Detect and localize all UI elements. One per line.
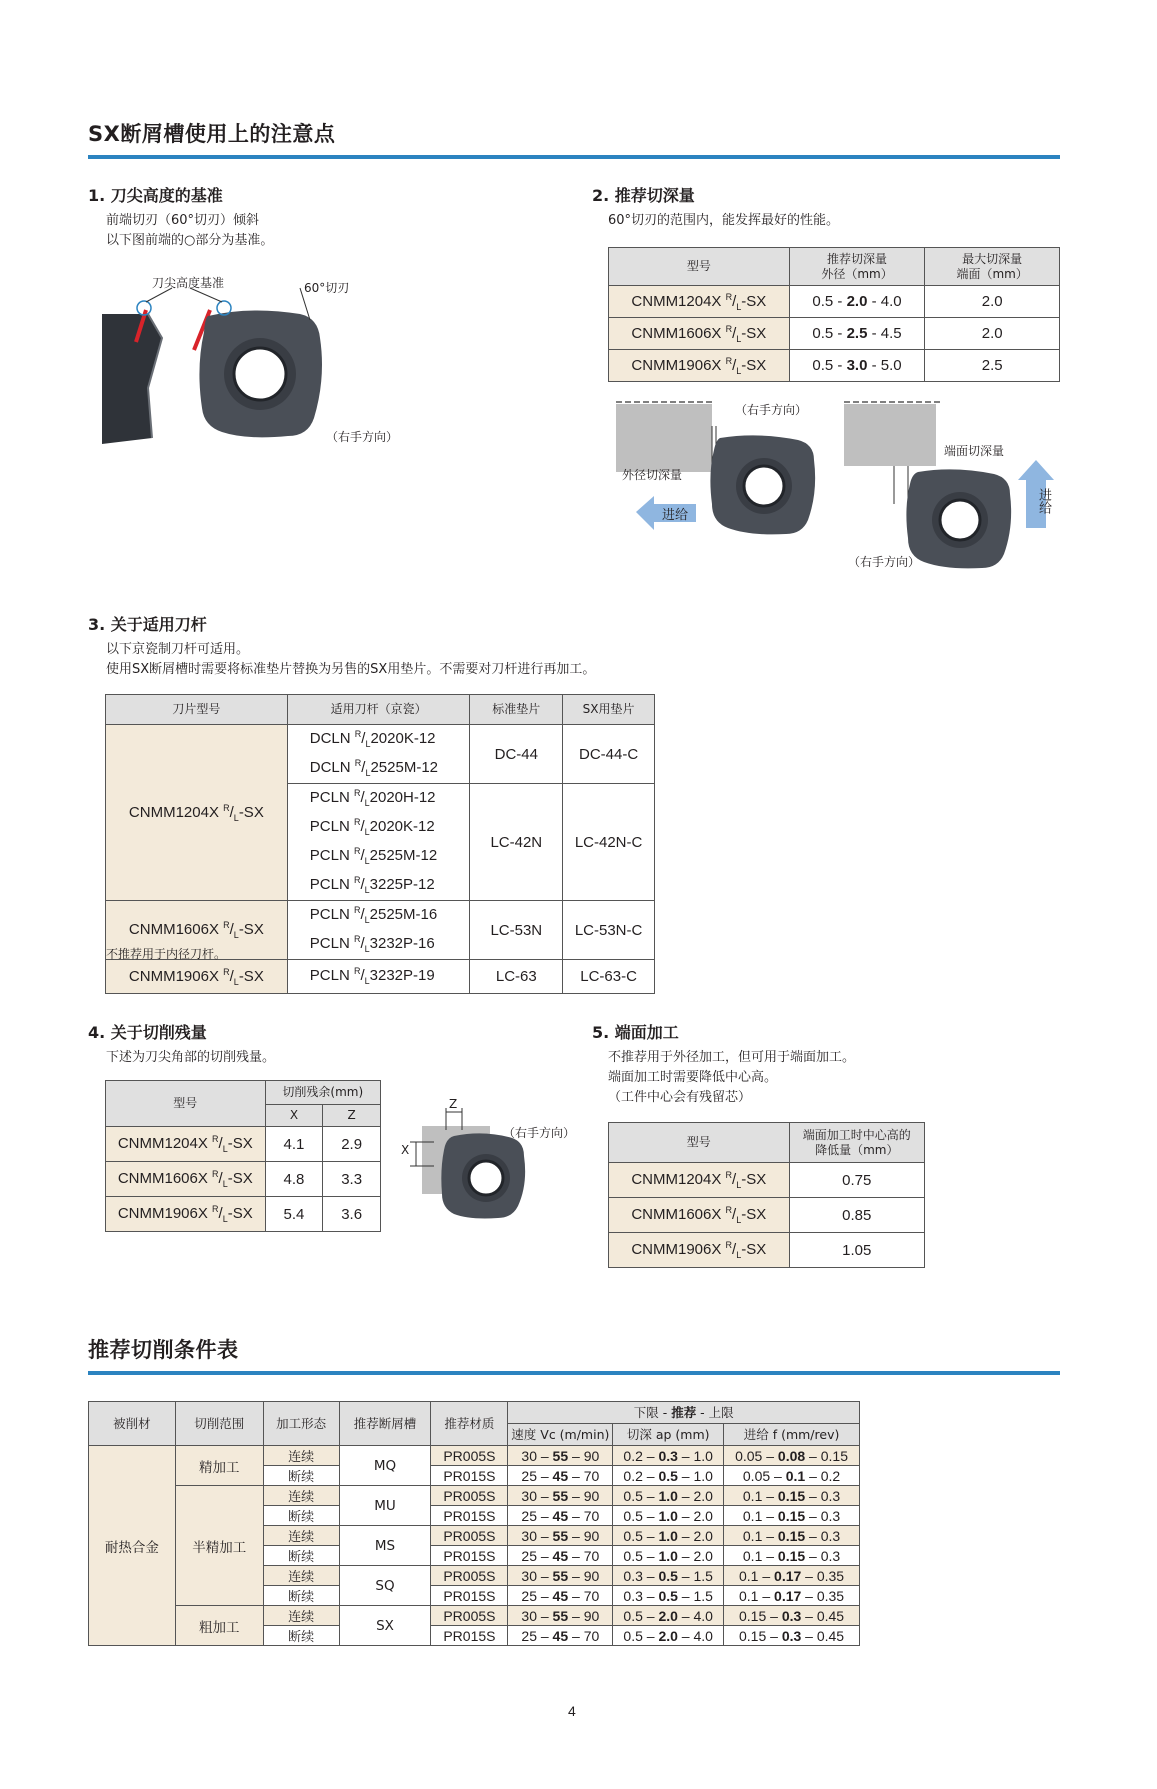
s3-note: 不推荐用于内径刀杆。 <box>106 947 227 961</box>
cond-grade: PR005S <box>431 1606 508 1626</box>
table-row <box>89 1446 860 1466</box>
s4-th-z: Z <box>323 1105 381 1127</box>
cond-grade: PR005S <box>431 1526 508 1546</box>
cond-grade: PR015S <box>431 1586 508 1606</box>
s2-line: 60°切刃的范围内，能发挥最好的性能。 <box>608 213 840 228</box>
cond-th-limit: 下限 - 推荐 - 上限 <box>508 1402 860 1424</box>
s5-line-1: 不推荐用于外径加工，但可用于端面加工。 <box>608 1050 856 1065</box>
cond-breaker: SQ <box>339 1566 431 1606</box>
s2-heading: 2. 推荐切深量 <box>592 186 695 205</box>
table-row <box>609 1163 925 1198</box>
cond-ap: 0.5 – 2.0 – 4.0 <box>613 1626 724 1646</box>
table-row <box>106 1127 381 1162</box>
s4-z: 3.3 <box>323 1162 381 1197</box>
table-row <box>89 1486 860 1506</box>
cond-f: 0.1 – 0.17 – 0.35 <box>724 1566 860 1586</box>
s3-heading: 3. 关于适用刀杆 <box>88 615 207 634</box>
holder-code: DCLN $^R/_L2020K-12$ <box>309 729 436 749</box>
table-row <box>609 1198 925 1233</box>
cond-th-grade: 推荐材质 <box>431 1402 508 1446</box>
s4-z: 3.6 <box>323 1197 381 1232</box>
cond-vc: 25 – 45 – 70 <box>508 1626 613 1646</box>
s3-holders <box>287 901 470 960</box>
s3-model: CNMM1906X $^R/_L-SX$ <box>106 960 288 994</box>
cond-breaker: MU <box>339 1486 431 1526</box>
s4-x: 4.1 <box>265 1127 323 1162</box>
cond-breaker: SX <box>339 1606 431 1646</box>
s5-val: 1.05 <box>789 1233 924 1268</box>
cond-grade: PR005S <box>431 1566 508 1586</box>
cond-mode: 连续 <box>263 1526 339 1546</box>
holder-code: PCLN $^R/_L2525M-16$ <box>309 905 438 925</box>
cond-mode: 连续 <box>263 1486 339 1506</box>
cond-ap: 0.5 – 2.0 – 4.0 <box>613 1606 724 1626</box>
s5-th-val: 端面加工时中心高的 降低量（mm） <box>789 1123 924 1163</box>
cond-th-vc: 速度 Vc (m/min) <box>508 1424 613 1446</box>
s4-label-dir: （右手方向） <box>503 1126 576 1140</box>
cond-ap: 0.5 – 1.0 – 2.0 <box>613 1526 724 1546</box>
holder-code: PCLN $^R/_L3225P-12$ <box>309 875 435 895</box>
s3-line-1: 以下京瓷制刀杆可适用。 <box>106 642 250 657</box>
cond-vc: 25 – 45 – 70 <box>508 1586 613 1606</box>
s4-model: CNMM1204X $^R/_L-SX$ <box>106 1127 266 1162</box>
table-row <box>609 350 1060 382</box>
cond-th-f: 进给 f (mm/rev) <box>724 1424 860 1446</box>
cond-f: 0.05 – 0.08 – 0.15 <box>724 1446 860 1466</box>
s1-line-1: 前端切刃（60°切刃）倾斜 <box>106 213 260 228</box>
s2-label-face: 端面切深量 <box>944 444 1005 458</box>
cond-ap: 0.5 – 1.0 – 2.0 <box>613 1486 724 1506</box>
cond-f: 0.1 – 0.15 – 0.3 <box>724 1506 860 1526</box>
table-row <box>106 725 655 784</box>
s4-x: 5.4 <box>265 1197 323 1232</box>
cond-grade: PR015S <box>431 1546 508 1566</box>
s3-holders <box>287 725 470 784</box>
cond-grade: PR015S <box>431 1466 508 1486</box>
cond-ap: 0.2 – 0.5 – 1.0 <box>613 1466 724 1486</box>
s1-label-edge: 60°切刃 <box>304 281 350 295</box>
s3-holders <box>287 784 470 901</box>
cond-ap: 0.3 – 0.5 – 1.5 <box>613 1586 724 1606</box>
s1-heading: 1. 刀尖高度的基准 <box>88 186 223 205</box>
cond-ap: 0.3 – 0.5 – 1.5 <box>613 1566 724 1586</box>
cond-grade: PR005S <box>431 1446 508 1466</box>
s3-sx: DC-44-C <box>563 725 655 784</box>
cond-f: 0.1 – 0.15 – 0.3 <box>724 1486 860 1506</box>
s5-model: CNMM1606X $^R/_L-SX$ <box>609 1198 790 1233</box>
s2-max: 2.5 <box>925 350 1060 382</box>
s5-model: CNMM1204X $^R/_L-SX$ <box>609 1163 790 1198</box>
s3-th-model: 刀片型号 <box>106 695 288 725</box>
s4-label-z: Z <box>449 1097 458 1111</box>
s5-th-model: 型号 <box>609 1123 790 1163</box>
s4-residual-table <box>105 1080 381 1232</box>
cond-vc: 30 – 55 – 90 <box>508 1566 613 1586</box>
page-number: 4 <box>568 1703 576 1719</box>
s5-line-2: 端面加工时需要降低中心高。 <box>608 1070 778 1085</box>
s3-std: LC-42N <box>470 784 563 901</box>
s1-label-dir: （右手方向） <box>326 430 399 444</box>
s2-depth-table <box>608 247 1060 382</box>
holder-code: PCLN $^R/_L3232P-19$ <box>309 966 435 986</box>
s4-label-x: X <box>401 1143 410 1157</box>
cond-f: 0.1 – 0.15 – 0.3 <box>724 1546 860 1566</box>
s5-model: CNMM1906X $^R/_L-SX$ <box>609 1233 790 1268</box>
cond-ap: 0.5 – 1.0 – 2.0 <box>613 1506 724 1526</box>
s2-th-model: 型号 <box>609 248 790 286</box>
cond-range: 精加工 <box>175 1446 263 1486</box>
cond-th-range: 切削范围 <box>175 1402 263 1446</box>
holder-code: PCLN $^R/_L3232P-16$ <box>309 934 435 954</box>
s5-line-3: （工件中心会有残留芯） <box>608 1090 752 1105</box>
cond-vc: 25 – 45 – 70 <box>508 1506 613 1526</box>
cond-mode: 连续 <box>263 1606 339 1626</box>
holder-code: PCLN $^R/_L2020H-12$ <box>309 788 436 808</box>
s4-z: 2.9 <box>323 1127 381 1162</box>
s3-std: LC-53N <box>470 901 563 960</box>
table-row <box>106 1197 381 1232</box>
cond-body <box>89 1446 860 1646</box>
s2-rec: 0.5 - 3.0 - 5.0 <box>789 350 925 382</box>
cond-th-breaker: 推荐断屑槽 <box>339 1402 431 1446</box>
s3-sx: LC-42N-C <box>563 784 655 901</box>
title-rule <box>88 155 1060 159</box>
cond-table <box>88 1401 860 1646</box>
cond-vc: 30 – 55 – 90 <box>508 1526 613 1546</box>
cond-f: 0.1 – 0.15 – 0.3 <box>724 1526 860 1546</box>
s1-label-base: 刀尖高度基准 <box>152 276 225 290</box>
s1-line-2: 以下图前端的○部分为基准。 <box>106 233 274 248</box>
s2-rec: 0.5 - 2.5 - 4.5 <box>789 318 925 350</box>
cond-breaker: MS <box>339 1526 431 1566</box>
s2-max: 2.0 <box>925 318 1060 350</box>
cond-mode: 断续 <box>263 1586 339 1606</box>
page-title: SX断屑槽使用上的注意点 <box>88 122 336 146</box>
s2-max: 2.0 <box>925 286 1060 318</box>
cond-range: 半精加工 <box>175 1486 263 1606</box>
s3-model: CNMM1606X $^R/_L-SX$ <box>106 901 288 960</box>
s5-val: 0.75 <box>789 1163 924 1198</box>
s2-model: CNMM1204X $^R/_L-SX$ <box>609 286 790 318</box>
s1-insert-diagram <box>100 268 430 448</box>
cond-mode: 断续 <box>263 1466 339 1486</box>
table-row <box>89 1606 860 1626</box>
s5-face-table <box>608 1122 925 1268</box>
cond-th-ap: 切深 ap (mm) <box>613 1424 724 1446</box>
s4-line: 下述为刀尖角部的切削残量。 <box>106 1050 276 1065</box>
s2-model: CNMM1906X $^R/_L-SX$ <box>609 350 790 382</box>
cond-grade: PR015S <box>431 1506 508 1526</box>
cond-mode: 连续 <box>263 1566 339 1586</box>
s4-model: CNMM1606X $^R/_L-SX$ <box>106 1162 266 1197</box>
s3-std: DC-44 <box>470 725 563 784</box>
cond-material: 耐热合金 <box>89 1446 176 1646</box>
cond-rule <box>88 1371 1060 1375</box>
table-row <box>609 1233 925 1268</box>
s4-th-x: X <box>265 1105 323 1127</box>
table-row <box>609 286 1060 318</box>
cond-vc: 25 – 45 – 70 <box>508 1546 613 1566</box>
s3-th-holder: 适用刀杆（京瓷） <box>287 695 470 725</box>
s2-depth-diagram <box>608 396 1060 576</box>
cond-f: 0.05 – 0.1 – 0.2 <box>724 1466 860 1486</box>
cond-vc: 30 – 55 – 90 <box>508 1446 613 1466</box>
s3-th-std: 标准垫片 <box>470 695 563 725</box>
s2-label-feed1: 进给 <box>662 508 689 523</box>
s2-label-dir1: （右手方向） <box>735 403 808 417</box>
cond-mode: 断续 <box>263 1626 339 1646</box>
s2-th-rec: 推荐切深量 外径（mm） <box>789 248 925 286</box>
cond-grade: PR015S <box>431 1626 508 1646</box>
s3-th-sx: SX用垫片 <box>563 695 655 725</box>
cond-f: 0.15 – 0.3 – 0.45 <box>724 1606 860 1626</box>
cond-mode: 断续 <box>263 1506 339 1526</box>
s4-model: CNMM1906X $^R/_L-SX$ <box>106 1197 266 1232</box>
table-row <box>609 318 1060 350</box>
s2-label-feed2: 进给 <box>1036 488 1051 514</box>
holder-code: DCLN $^R/_L2525M-12$ <box>309 758 439 778</box>
s4-th-group: 切削残余(mm) <box>265 1081 380 1105</box>
s3-model: CNMM1204X $^R/_L-SX$ <box>106 725 288 901</box>
s2-label-dir2: （右手方向） <box>848 555 921 569</box>
s4-residual-diagram <box>400 1100 530 1230</box>
cond-vc: 30 – 55 – 90 <box>508 1486 613 1506</box>
s3-sx: LC-63-C <box>563 960 655 994</box>
cond-th-material: 被削材 <box>89 1402 176 1446</box>
holder-code: PCLN $^R/_L2020K-12$ <box>309 817 435 837</box>
s3-holders <box>287 960 470 994</box>
s3-std: LC-63 <box>470 960 563 994</box>
s5-val: 0.85 <box>789 1198 924 1233</box>
table-row <box>106 1162 381 1197</box>
table-row <box>106 960 655 994</box>
cond-f: 0.15 – 0.3 – 0.45 <box>724 1626 860 1646</box>
holder-code: PCLN $^R/_L2525M-12$ <box>309 846 438 866</box>
s2-model: CNMM1606X $^R/_L-SX$ <box>609 318 790 350</box>
cond-ap: 0.2 – 0.3 – 1.0 <box>613 1446 724 1466</box>
cond-range: 粗加工 <box>175 1606 263 1646</box>
s5-heading: 5. 端面加工 <box>592 1023 679 1042</box>
cond-ap: 0.5 – 1.0 – 2.0 <box>613 1546 724 1566</box>
cond-mode: 断续 <box>263 1546 339 1566</box>
s4-th-model: 型号 <box>106 1081 266 1127</box>
cond-f: 0.1 – 0.17 – 0.35 <box>724 1586 860 1606</box>
cond-breaker: MQ <box>339 1446 431 1486</box>
s2-rec: 0.5 - 2.0 - 4.0 <box>789 286 925 318</box>
cond-th-mode: 加工形态 <box>263 1402 339 1446</box>
cond-grade: PR005S <box>431 1486 508 1506</box>
s2-th-max: 最大切深量 端面（mm） <box>925 248 1060 286</box>
s3-line-2: 使用SX断屑槽时需要将标准垫片替换为另售的SX用垫片。不需要对刀杆进行再加工。 <box>106 662 596 677</box>
cond-vc: 25 – 45 – 70 <box>508 1466 613 1486</box>
s4-heading: 4. 关于切削残量 <box>88 1023 207 1042</box>
cond-vc: 30 – 55 – 90 <box>508 1606 613 1626</box>
s4-x: 4.8 <box>265 1162 323 1197</box>
cond-title: 推荐切削条件表 <box>88 1338 239 1362</box>
s2-label-od: 外径切深量 <box>622 468 683 482</box>
cond-mode: 连续 <box>263 1446 339 1466</box>
s3-sx: LC-53N-C <box>563 901 655 960</box>
